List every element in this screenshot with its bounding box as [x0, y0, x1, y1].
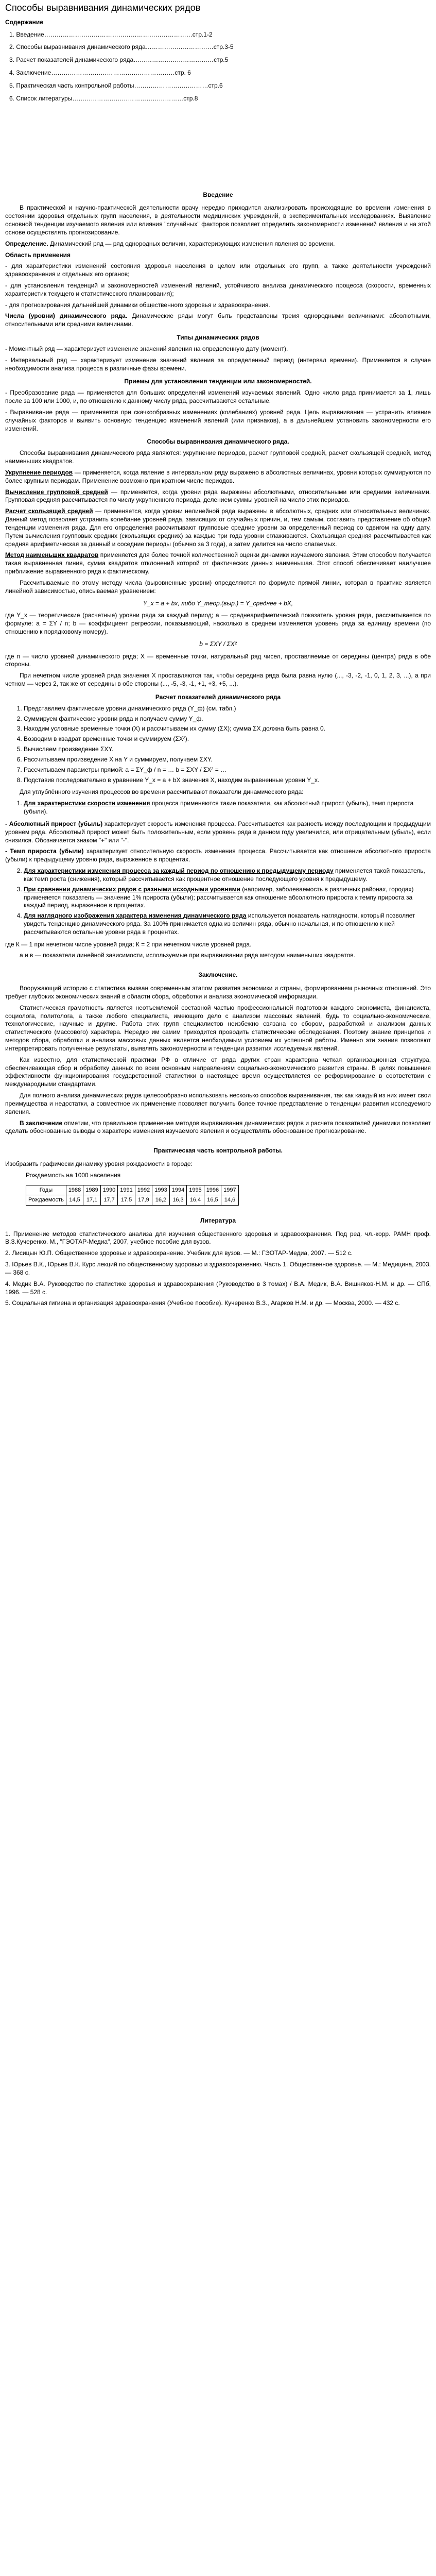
literature-item: 3. Юрьев В.К., Юрьев В.К. Курс лекций по общественному здоровью и здравоохранению. Часть 1. Общественное здоровье. — М.: Медицина, 2003. — 368 с.: [5, 1261, 431, 1276]
methods-intro: Способы выравнивания динамического ряда являются: укрупнение периодов, расчет групповой средней, расчет скользящей средней, метод наименьших квадратов.: [5, 449, 431, 465]
table-of-contents: [5, 19, 431, 103]
types-item: - Моментный ряд — характеризует изменение значений явления на определенную дату (момент).: [5, 345, 288, 352]
table-cell-value: 17,5: [118, 1195, 135, 1206]
method-label: Укрупнение периодов: [5, 468, 73, 476]
types-heading: Типы динамических рядов: [177, 334, 259, 342]
growth-formula-note: где К — 1 при нечетном числе уровней ряда; К = 2 при нечетном числе уровней ряда.: [5, 940, 252, 948]
intro-paragraph: В практической и научно-практической деятельности врачу нередко приходится анализировать происходящие во времени изменения в состоянии здоровья отдельных групп населения, в деятельности медицинских учреждений, в экспериментальных исследованиях. Выявление основной тенденции изучаемого явления или влияния "случайных" факторов позволяет определить закономерности изменений явления и на этой основе осуществлять прогнозирование.: [5, 204, 431, 236]
table-cell-year: 1990: [100, 1185, 117, 1195]
method-extra: Рассчитываемые по этому методу числа (выровненные уровни) определяются по формуле прямой линии, которая в практике является линейной зависимостью, описываемая уравнением:: [5, 579, 431, 595]
growth-formula-note: а и в — показатели линейной зависимости, используемые при выравнивании ряда методом наименьших квадратов.: [20, 952, 355, 959]
toc-item-page: стр.5: [214, 56, 229, 64]
toc-item-label: Практическая часть контрольной работы: [16, 81, 134, 89]
document-title: Способы выравнивания динамических рядов: [5, 3, 201, 13]
toc-item-number: 2.: [9, 43, 15, 51]
levels-text: Динамические ряды могут быть представлены тремя однородными величинами: абсолютными, относительными или средними величинами.: [5, 312, 431, 328]
indicator-label: - Темп прироста (убыли): [5, 848, 84, 855]
rules-paragraph: - Преобразование ряда — применяется для больших определений изменений изучаемых явлений. Одно число ряда принимается за 1, лишь после за 100 или 1000, и, по отношению к данному числу ряда, рассчитываются остальные.: [5, 389, 431, 405]
scope-item: - для установления тенденций и закономерностей изменений явлений, устойчивого анализа динамического процесса (скорости, временных характеристик текущего и статистического планирования);: [5, 282, 431, 297]
calc-step: 5. Вычисляем произведение ΣXY.: [24, 745, 431, 754]
table-cell-year: 1991: [118, 1185, 135, 1195]
method-paragraph: [5, 488, 431, 505]
calc-step: 2. Суммируем фактические уровни ряда и получаем сумму Y_ф.: [24, 715, 431, 723]
literature-item: 1. Применение методов статистического анализа для изучения общественного здоровья и здравоохранения. Под ред. чл.-корр. РАМН проф. В.З.Кучеренко. М., "ГЭОТАР-Медиа", 2007, учебное пособие для вузов.: [5, 1230, 431, 1246]
table-row-header: Годы: [26, 1185, 66, 1195]
practice-heading: Практическая часть контрольной работы.: [153, 1147, 283, 1155]
scope-heading: [5, 251, 431, 260]
toc-item[interactable]: [9, 31, 431, 39]
toc-item-number: 3.: [9, 56, 15, 64]
scope-item: - для прогнозирования дальнейшей динамики общественного здоровья и здравоохранения.: [5, 301, 270, 309]
indicator-item: [24, 886, 431, 910]
toc-item-page: стр.3-5: [213, 43, 234, 51]
table-cell-year: 1992: [135, 1185, 152, 1195]
table-cell-value: 17,1: [83, 1195, 100, 1206]
table-cell-year: 1995: [187, 1185, 204, 1195]
table-row: [26, 1195, 239, 1206]
toc-item[interactable]: [9, 95, 431, 103]
method-label: Метод наименьших квадратов: [5, 551, 99, 559]
calc-step: 7. Рассчитываем параметры прямой: a = ΣY_ф / n = … b = ΣXY / ΣX² = …: [24, 766, 431, 774]
toc-item[interactable]: [9, 43, 431, 52]
table-cell-year: 1993: [152, 1185, 169, 1195]
calc-step: 1. Представляем фактические уровни динамического ряда (Y_ф) (см. табл.): [24, 705, 431, 713]
table-cell-value: 17,9: [135, 1195, 152, 1206]
toc-heading: Содержание: [5, 18, 43, 26]
toc-item-label: Способы выравнивания динамического ряда: [16, 43, 146, 51]
conclusion-text: отметим, что правильное применение методов выравнивания динамических рядов и расчета показателей динамики позволяет сделать обоснованные выводы о характере изменения изучаемого явления и осуществлять обоснованное прогнозирование.: [5, 1119, 431, 1135]
table-cell-value: 17,7: [100, 1195, 117, 1206]
toc-item-label: Заключение: [16, 69, 51, 77]
table-cell-value: 14,6: [221, 1195, 238, 1206]
table-cell-value: 16,3: [169, 1195, 186, 1206]
table-cell-year: 1988: [66, 1185, 83, 1195]
indicator-item: [5, 820, 431, 844]
practice-task: Изобразить графически динамику уровня рождаемости в городе:: [5, 1160, 193, 1168]
rules-heading: Приемы для установления тенденции или закономерностей.: [124, 378, 312, 385]
table-cell-value: 16,5: [204, 1195, 221, 1206]
toc-item-dots: ………………………………: [134, 81, 208, 89]
indicators-list: [5, 800, 431, 816]
toc-item-number: 4.: [9, 69, 15, 77]
conclusion-paragraph: Статистическая грамотность является неотъемлемой составной частью профессиональной подготовки каждого экономиста, финансиста, социолога, политолога, а также любого специалиста, имеющего дело с анализом массовых явлений, будь то социально-экономические, технологические, научные и другие. Работа этих групп специалистов неизбежно связана со сбором, разработкой и анализом данных статистического (массового) характера. Нередко им самим приходится проводить статистические обследования. Поэтому знание принципов и методов сбора, обработки и анализа массовых данных является необходимым условием их успешной работы. Именно эти знания позволяют интерпретировать полученные результаты, выявлять закономерности и тенденции развития исследуемых явлений.: [5, 1004, 431, 1052]
toc-item-dots: …………………………………: [133, 56, 214, 64]
levels-label: Числа (уровни) динамического ряда.: [5, 312, 128, 320]
toc-item-dots: ……………………………: [145, 43, 214, 51]
table-cell-year: 1996: [204, 1185, 221, 1195]
toc-item-label: Введение: [16, 30, 44, 38]
scope-item: - для характеристики изменений состояния здоровья населения в целом или отдельных его групп, а также деятельности учреждений здравоохранения и отдельных его органов;: [5, 262, 431, 278]
method-paragraph: [5, 507, 431, 548]
method-label: Расчет скользящей средней: [5, 507, 93, 515]
literature-item: 4. Медик В.А. Руководство по статистике здоровья и здравоохранения (Руководство в 3 томах) / В.А. Медик, В.А. Вишняков-Н.М. и др. — СПб, 1996. — 528 с.: [5, 1280, 431, 1296]
toc-item-page: стр. 6: [175, 69, 191, 77]
definition-paragraph: [5, 240, 431, 248]
literature-heading: Литература: [200, 1216, 236, 1224]
odd-even-explanation: При нечетном числе уровней ряда значения X проставляются так, чтобы середина ряда была равна нулю (..., -3, -2, -1, 0, 1, 2, 3, ...), а при четном — через 2, так же от середины в обе стороны (..., -5, -3, -1, +1, +3, +5, ...).: [5, 672, 431, 688]
table-cell-year: 1997: [221, 1185, 238, 1195]
toc-item-label: Список литературы: [16, 94, 73, 102]
method-label: Вычисление групповой средней: [5, 488, 108, 496]
toc-item-number: 6.: [9, 94, 15, 102]
table-cell-value: 16,2: [152, 1195, 169, 1206]
levels-paragraph: [5, 312, 431, 329]
toc-item-number: 1.: [9, 30, 15, 38]
calc-steps-list: [5, 705, 431, 785]
table-cell-year: 1994: [169, 1185, 186, 1195]
rules-paragraph: - Выравнивание ряда — применяется при скачкообразных изменениях (колебаниях) уровней ряда. Цель выравнивания — устранить влияние случайных факторов и выявить основную тенденцию изменений явлений (или признаков), а в дальнейшем установить закономерности его изменений.: [5, 408, 431, 432]
definition-text: Динамический ряд — ряд однородных величин, характеризующих изменения явления во времени.: [48, 240, 335, 247]
indicator-label: Для характеристики изменения процесса за каждый период по отношению к предыдущему периоду: [24, 867, 334, 875]
birth-rate-table: [26, 1185, 239, 1206]
regression-formula: Y_x = a + bx, либо Y_теор.(выр.) = Y_среднее + bX,: [143, 599, 293, 607]
conclusion-label: В заключение: [20, 1119, 63, 1127]
indicators-list: [5, 867, 431, 937]
toc-item-dots: ………………………………………………………………: [44, 30, 193, 38]
conclusion-paragraph: Как известно, для статистической практики РФ в отличие от ряда других стран характерна четкая организационная структура, обеспечивающая сбор и обработку данных по всем основным направлениям социально-экономического развития страны. В целях повышения эффективности функционирования государственной статистики в настоящее время осуществляется ее реформирование в соответствии с международными стандартами.: [5, 1056, 431, 1088]
calc-step: 3. Находим условные временные точки (X) и рассчитываем их сумму (ΣX); сумма ΣX должна быть равна 0.: [24, 725, 431, 733]
calc-step: 4. Возводим в квадрат временные точки и суммируем (ΣX²).: [24, 735, 431, 743]
indicator-item: [24, 867, 431, 884]
indicators-intro: Для углублённого изучения процессов во времени рассчитывают показатели динамического ряда:: [20, 788, 304, 796]
method-text: — применяется, когда уровни ряда выражены абсолютными, относительными или средними величинами. Групповая средняя рассчитывается по числу укрупненного периода, делением суммы уровней на число этих периодов.: [5, 488, 431, 504]
toc-item-number: 5.: [9, 81, 15, 89]
indicator-text: характеризует скорость изменения процесса. Рассчитывается как разность между последующим и предыдущим уровнем ряда. Абсолютный прирост может быть положительным, если уровень ряда в данном году увеличился, или отрицательным (убыль), если снизился. Обозначается знаком "+" или "-".: [5, 820, 431, 844]
conclusion-heading: Заключение.: [198, 971, 238, 979]
conclusion-paragraph: [5, 1120, 431, 1136]
conclusion-paragraph: Вооружающий историю с статистика вызван современным этапом развития экономики и страны, формированием рыночных отношений. Это требует глубоких экономических знаний в области сбора, обработки и анализа экономической информации.: [5, 985, 431, 1000]
indicator-label: При сравнении динамических рядов с разными исходными уровнями: [24, 885, 240, 893]
methods-heading: Способы выравнивания динамического ряда.: [147, 438, 289, 446]
table-cell-value: 14,5: [66, 1195, 83, 1206]
coefficient-formula: b = ΣXY / ΣX²: [199, 640, 237, 648]
indicator-text: применяется такой показатель, как темп роста (снижения), который рассчитывается как процентное отношение последующего уровня к предыдущему.: [24, 867, 425, 883]
method-text: применяется для более точной количественной оценки динамики изучаемого явления. Этим способом получается такая выравненная линия, сумма квадратов отклонений которой от фактических данных наименьшая. Этот способ обеспечивает наилучшее приближение выравненного ряда к фактическому.: [5, 551, 431, 575]
indicator-text: используется показатель наглядности, который позволяет увидеть тенденцию динамического ряда. За 100% принимается одна из величин ряда, обычно начальная, и по отношению к ней рассчитываются остальные уровни ряда в процентах.: [24, 912, 415, 936]
method-paragraph: [5, 551, 431, 575]
toc-item-page: стр.1-2: [192, 30, 213, 38]
indicator-label: - Абсолютный прирост (убыль): [5, 820, 103, 827]
indicator-item: [5, 848, 431, 864]
literature-item: 2. Лисицын Ю.П. Общественное здоровье и здравоохранение. Учебник для вузов. — М.: ГЭОТАР-Медиа, 2007. — 512 с.: [5, 1249, 353, 1257]
indicator-text: характеризует относительную скорость изменения процесса. Рассчитывается как отношение абсолютного прироста (убыли) к предыдущему уровню ряда, выраженное в процентах.: [5, 848, 431, 863]
types-item: - Интервальный ряд — характеризует изменение значений явления за определенный период (интервал времени). Применяется в случае необходимости анализа процесса в различные фазы времени.: [5, 356, 431, 372]
table-caption: Рождаемость на 1000 населения: [26, 1171, 121, 1179]
method-paragraph: [5, 469, 431, 485]
toc-item[interactable]: [9, 82, 431, 90]
table-row-header: Рождаемость: [26, 1195, 66, 1206]
time-points-explanation: где n — число уровней динамического ряда; X — временные точки, натуральный ряд чисел, проставляемые от середины (центра) ряда в обе стороны.: [5, 652, 431, 668]
table-cell-value: 16,4: [187, 1195, 204, 1206]
toc-item-label: Расчет показателей динамического ряда: [16, 56, 134, 64]
table-row: [26, 1185, 239, 1195]
indicator-text: процесса применяются такие показатели, как абсолютный прирост (убыль), темп прироста (убыли).: [24, 800, 414, 816]
page-gap: [5, 108, 431, 180]
indicator-text: (например, заболеваемость в различных районах, городах) применяется показатель — значение 1% прироста (убыли); рассчитывается как отношение абсолютного прироста к темпу прироста за каждый период, выраженное в процентах.: [24, 885, 414, 909]
toc-item-dots: ………………………………………………: [72, 94, 184, 102]
toc-item[interactable]: [9, 69, 431, 77]
scope-label: Область применения: [5, 251, 71, 259]
literature-item: 5. Социальная гигиена и организация здравоохранения (Учебное пособие). Кучеренко В.З., Агарков Н.М. и др. — Москва, 2000. — 432 с.: [5, 1299, 400, 1307]
toc-item-dots: ……………………………………………………: [51, 69, 175, 77]
definition-label: Определение.: [5, 240, 48, 247]
intro-heading: Введение: [203, 191, 233, 198]
conclusion-paragraph: Для полного анализа динамических рядов целесообразно использовать несколько способов выравнивания, так как каждый из них имеет свои преимущества и недостатки, а совместное их применение позволяет получить более точное представление о тенденции развития исследуемого явления.: [5, 1092, 431, 1115]
indicator-label: Для наглядного изображения характера изменения динамического ряда: [24, 912, 247, 920]
calc-step: 8. Подставив последовательно в уравнение Y_x = a + bX значения X, находим выравненные уровни Y_x.: [24, 776, 431, 785]
toc-item[interactable]: [9, 56, 431, 64]
toc-item-page: стр.6: [208, 81, 223, 89]
toc-item-page: стр.8: [183, 94, 198, 102]
indicator-label: Для характеристики скорости изменения: [24, 800, 150, 807]
table-cell-year: 1989: [83, 1185, 100, 1195]
calc-heading: Расчет показателей динамического ряда: [155, 693, 281, 701]
formula-explanation: где Y_x — теоретические (расчетные) уровни ряда за каждый период; a — среднеарифметический показатель уровня ряда, рассчитывается по формуле: a = ΣY / n; b — коэффициент регрессии, показывающий, насколько в среднем изменяется уровень ряда за единицу времени (по отношению к порядковому номеру).: [5, 612, 431, 635]
indicator-item: [24, 800, 431, 816]
indicator-item: [24, 912, 431, 936]
method-text: — применяется, когда явление в интервальном ряду выражено в абсолютных величинах, уровни которых суммируются по более крупным периодам. Применение возможно при кратном числе периодов.: [5, 468, 431, 484]
method-text: — применяется, когда уровни нелинейной ряда выражены в абсолютных, средних или относительных величинах. Данный метод позволяет устранить колебание уровней ряда, зависящих от случайных причин, и, тем самым, составить представление об общей тенденции изменения ряда. Для его определения рассчитывают групповые средние уровни за определенный период со сдвигом на одну дату. Путем вычисления групповых средних (скользящих средних) за каждые три года уровни сглаживаются. Скользящая средняя рассчитывается как средняя арифметическая за данный и соседние периоды (обычно за 3 года), а затем делится на число слагаемых.: [5, 507, 431, 548]
calc-step: 6. Рассчитываем произведение X на Y и суммируем, получаем ΣXY.: [24, 756, 431, 764]
